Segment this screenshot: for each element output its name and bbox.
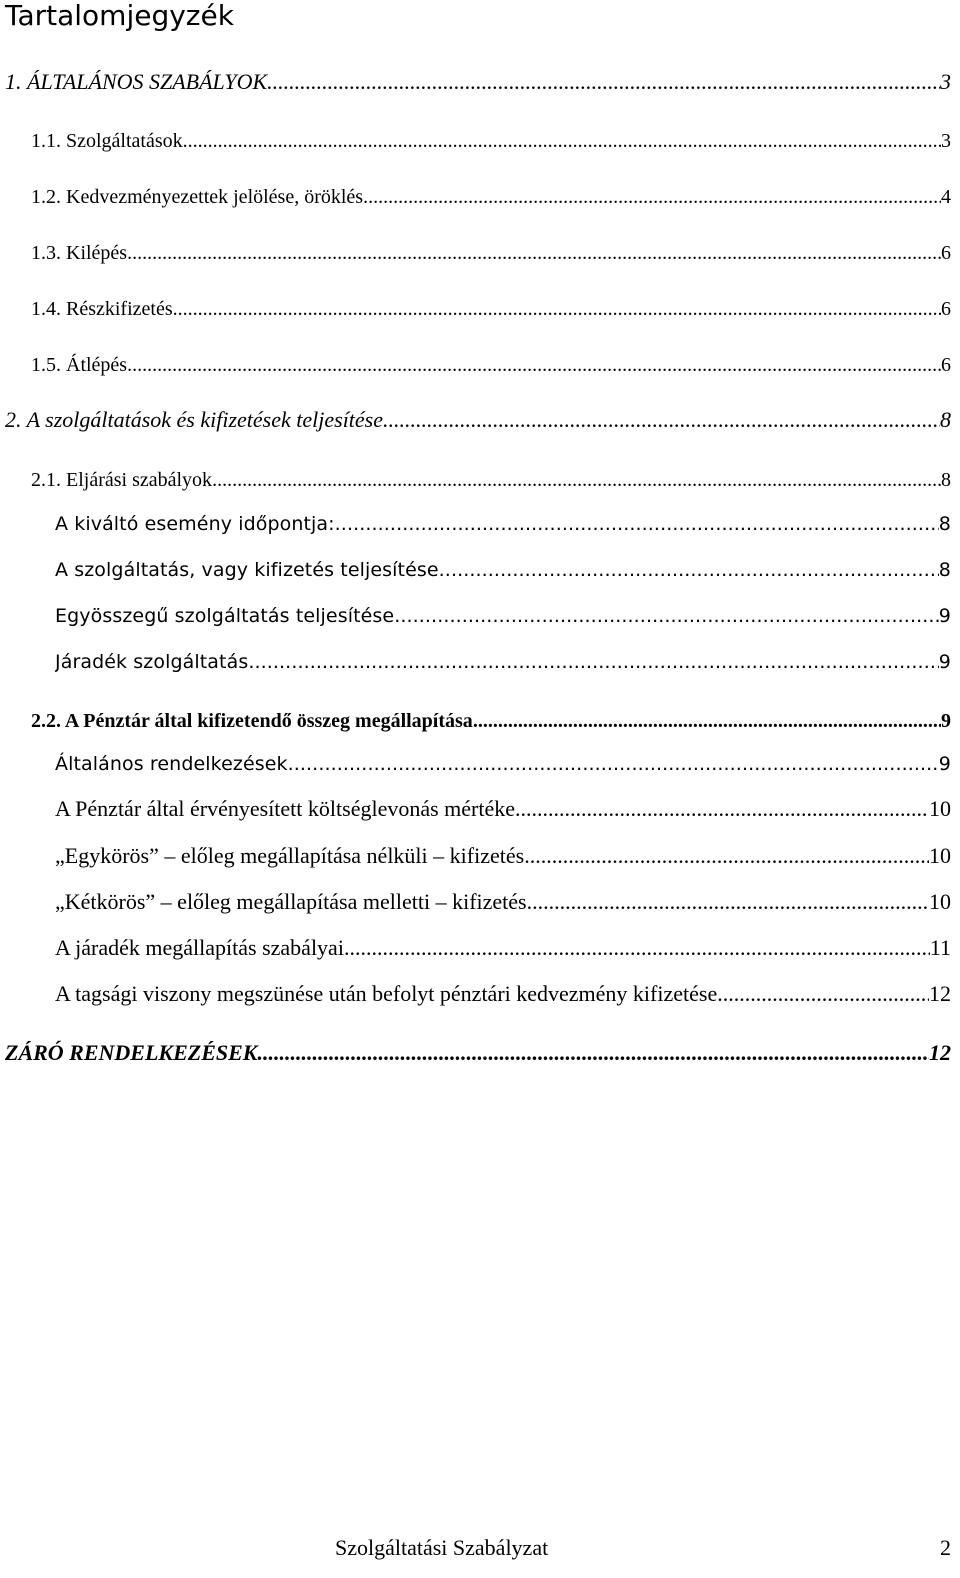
toc-entry-page: 3 [940, 69, 951, 94]
toc-leader-dots [527, 886, 929, 918]
toc-entry-page: 8 [940, 407, 951, 432]
toc-entry-lump-sum-service[interactable] [55, 600, 951, 632]
toc-entry-label: 1.3. Kilépés [31, 242, 128, 264]
toc-leader-dots [248, 646, 938, 678]
toc-entry-label: „Kétkörös” – előleg megállapítása melletti – kifizetés [55, 889, 527, 914]
toc-entry-page: 9 [938, 651, 951, 673]
toc-entry-page: 8 [938, 513, 951, 535]
toc-entry-annuity-rules[interactable] [55, 932, 951, 964]
toc-entry-label: 2. A szolgáltatások és kifizetések teljesítése [5, 407, 384, 432]
toc-entry-services[interactable] [31, 125, 951, 157]
toc-leader-dots [363, 181, 941, 213]
toc-leader-dots [183, 125, 941, 157]
toc-entry-services-and-payments[interactable] [5, 404, 951, 436]
toc-entry-label: Egyösszegű szolgáltatás teljesítése [55, 605, 395, 627]
toc-entry-label: A Pénztár által érvényesített költséglevonás mértéke [55, 796, 516, 821]
toc-entry-label: 2.1. Eljárási szabályok [31, 469, 213, 491]
toc-entry-exit[interactable] [31, 237, 951, 269]
toc-entry-label: A járadék megállapítás szabályai [55, 935, 344, 960]
toc-entry-page: 4 [941, 186, 951, 208]
toc-leader-dots [439, 554, 939, 586]
toc-entry-closing-provisions[interactable] [5, 1037, 951, 1069]
toc-entry-procedural-rules[interactable] [31, 464, 951, 496]
toc-entry-page: 12 [929, 1040, 951, 1065]
toc-entry-page: 8 [941, 469, 951, 491]
toc-entry-label: A szolgáltatás, vagy kifizetés teljesítése [55, 559, 439, 581]
toc-leader-dots [127, 237, 941, 269]
toc-entry-label: Járadék szolgáltatás [55, 651, 249, 673]
toc-leader-dots [344, 932, 930, 964]
toc-leader-dots [257, 1037, 929, 1069]
toc-entry-page: 6 [941, 354, 951, 376]
toc-entry-label: A kiváltó esemény időpontja: [55, 513, 335, 535]
toc-entry-label: Általános rendelkezések [55, 753, 288, 775]
toc-entry-page: 6 [941, 242, 951, 264]
toc-entry-cost-deduction[interactable] [55, 793, 951, 825]
toc-leader-dots [515, 793, 929, 825]
toc-entry-page: 3 [941, 130, 951, 152]
footer-page-number: 2 [940, 1535, 951, 1560]
toc-entry-two-round-payment[interactable] [55, 886, 951, 918]
toc-entry-label: 2.2. A Pénztár által kifizetendő összeg megállapítása [31, 710, 473, 732]
toc-entry-page: 8 [938, 559, 951, 581]
toc-entry-page: 10 [929, 843, 951, 868]
toc-leader-dots [288, 748, 939, 780]
toc-entry-page: 9 [941, 710, 951, 732]
toc-entry-label: ZÁRÓ RENDELKEZÉSEK [5, 1040, 258, 1065]
toc-entry-page: 12 [929, 981, 951, 1006]
toc-entry-beneficiaries[interactable] [31, 181, 951, 213]
toc-entry-page: 10 [929, 889, 951, 914]
toc-leader-dots [383, 404, 940, 436]
toc-leader-dots [127, 349, 941, 381]
toc-entry-label: 1.5. Átlépés [31, 354, 128, 376]
toc-entry-page: 6 [941, 298, 951, 320]
toc-entry-service-fulfilment[interactable] [55, 554, 951, 586]
toc-entry-page: 11 [929, 935, 951, 960]
toc-leader-dots [335, 508, 939, 540]
toc-entry-annuity-service[interactable] [55, 646, 951, 678]
toc-leader-dots [267, 66, 940, 98]
toc-entry-page: 9 [938, 753, 951, 775]
toc-leader-dots [212, 464, 941, 496]
toc-entry-label: 1.2. Kedvezményezettek jelölése, öröklés [31, 186, 364, 208]
toc-leader-dots [173, 293, 941, 325]
toc-entry-transfer[interactable] [31, 349, 951, 381]
toc-leader-dots [394, 600, 939, 632]
footer-document-title: Szolgáltatási Szabályzat [335, 1535, 549, 1560]
toc-leader-dots [473, 705, 941, 737]
toc-entry-partial-payment[interactable] [31, 293, 951, 325]
toc-entry-post-membership-benefit[interactable] [55, 978, 951, 1010]
toc-entry-label: 1.1. Szolgáltatások [31, 130, 183, 152]
toc-entry-single-round-payment[interactable] [55, 840, 951, 872]
toc-entry-triggering-event-date[interactable] [55, 508, 951, 540]
toc-entry-general-provisions[interactable] [55, 748, 951, 780]
toc-leader-dots [717, 978, 929, 1010]
toc-entry-label: 1. ÁLTALÁNOS SZABÁLYOK [5, 69, 268, 94]
toc-entry-label: A tagsági viszony megszünése után befolyt pénztári kedvezmény kifizetése [55, 981, 718, 1006]
toc-entry-general-rules[interactable] [5, 66, 951, 98]
toc-entry-page: 9 [938, 605, 951, 627]
toc-entry-label: „Egykörös” – előleg megállapítása nélküli – kifizetés [55, 843, 525, 868]
toc-leader-dots [524, 840, 929, 872]
toc-entry-label: 1.4. Részkifizetés [31, 298, 173, 320]
toc-title: Tartalomjegyzék [5, 0, 234, 32]
toc-entry-page: 10 [929, 796, 951, 821]
toc-entry-payable-amount[interactable] [31, 705, 951, 737]
